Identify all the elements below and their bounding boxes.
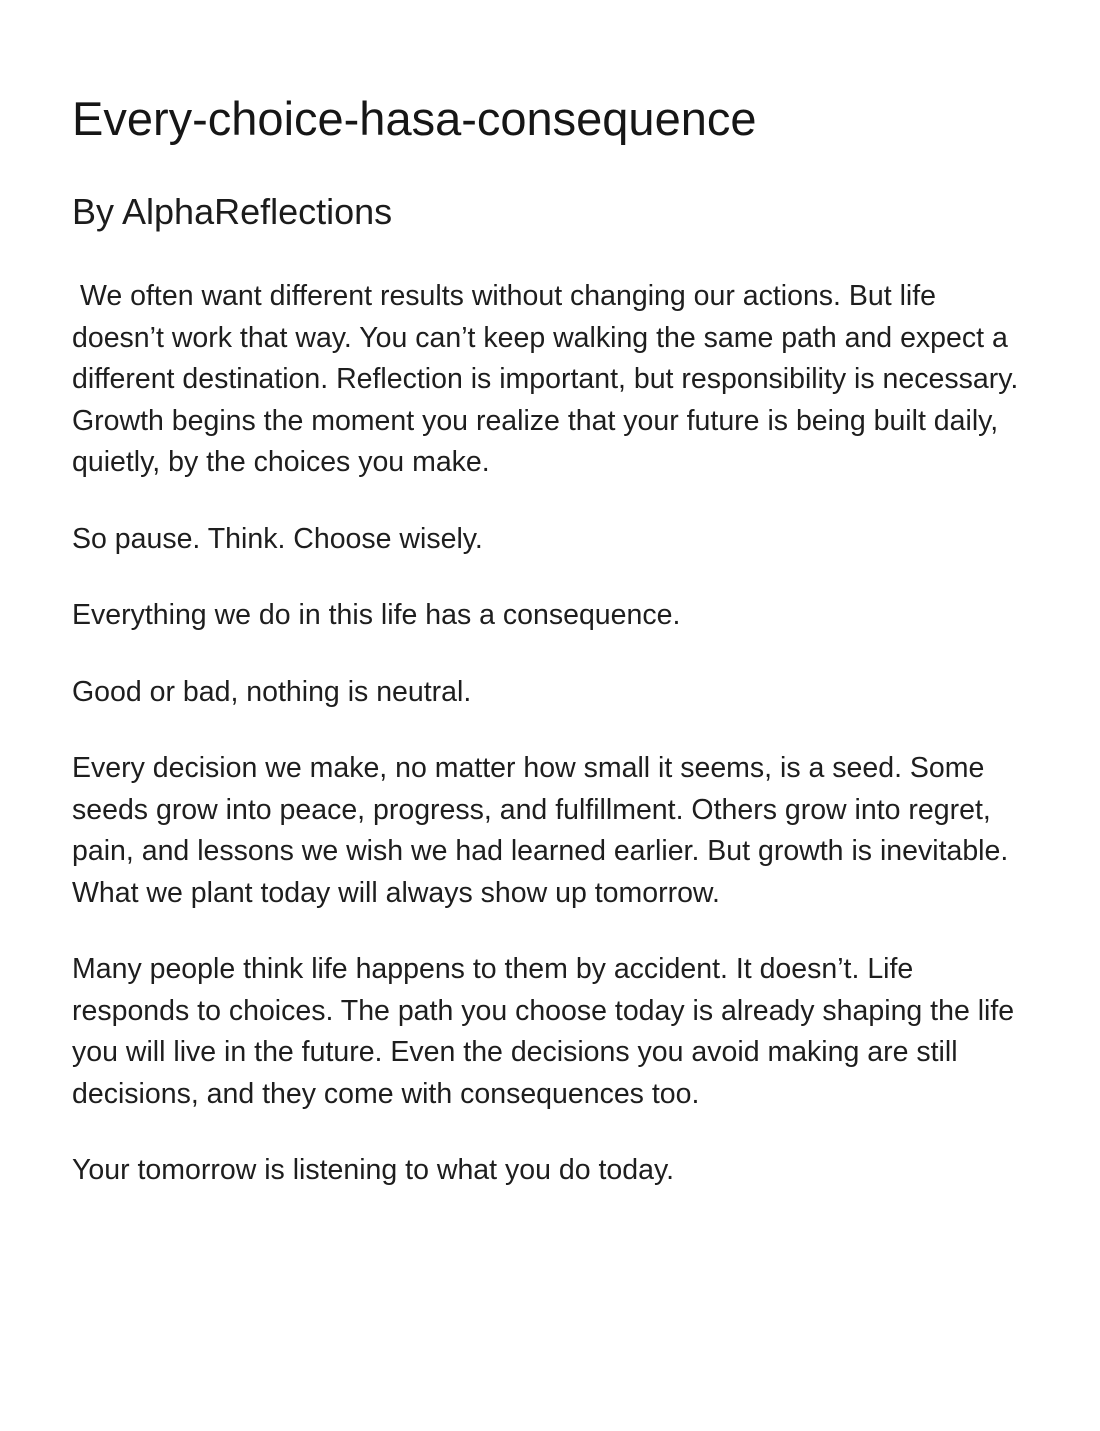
paragraph: Many people think life happens to them by accident. It doesn’t. Life responds to choices. The path you choose today is already shaping the life you will live in the future. Even the decisions you avoid making are still decisions, and they come with consequences too. <box>72 953 1015 1110</box>
paragraph: We often want different results without changing our actions. But life doesn’t work that way. You can’t keep walking the same path and expect a different destination. Reflection is important, but responsibility is necessary. Growth begins the moment you realize that your future is being built daily, quietly, by the choices you make. <box>72 280 1019 478</box>
paragraph: Everything we do in this life has a consequence. <box>72 599 681 631</box>
document-body <box>72 276 1030 1192</box>
document-author: By AlphaReflections <box>72 191 393 232</box>
document-title: Every-choice-hasa-consequence <box>72 92 757 145</box>
paragraph: Good or bad, nothing is neutral. <box>72 675 472 708</box>
paragraph: So pause. Think. Choose wisely. <box>72 522 483 555</box>
paragraph: Your tomorrow is listening to what you do today. <box>72 1154 674 1186</box>
paragraph: Every decision we make, no matter how small it seems, is a seed. Some seeds grow into peace, progress, and fulfillment. Others grow into regret, pain, and lessons we wish we had learned earlier. But growth is inevitable. What we plant today will always show up tomorrow. <box>72 752 1009 909</box>
